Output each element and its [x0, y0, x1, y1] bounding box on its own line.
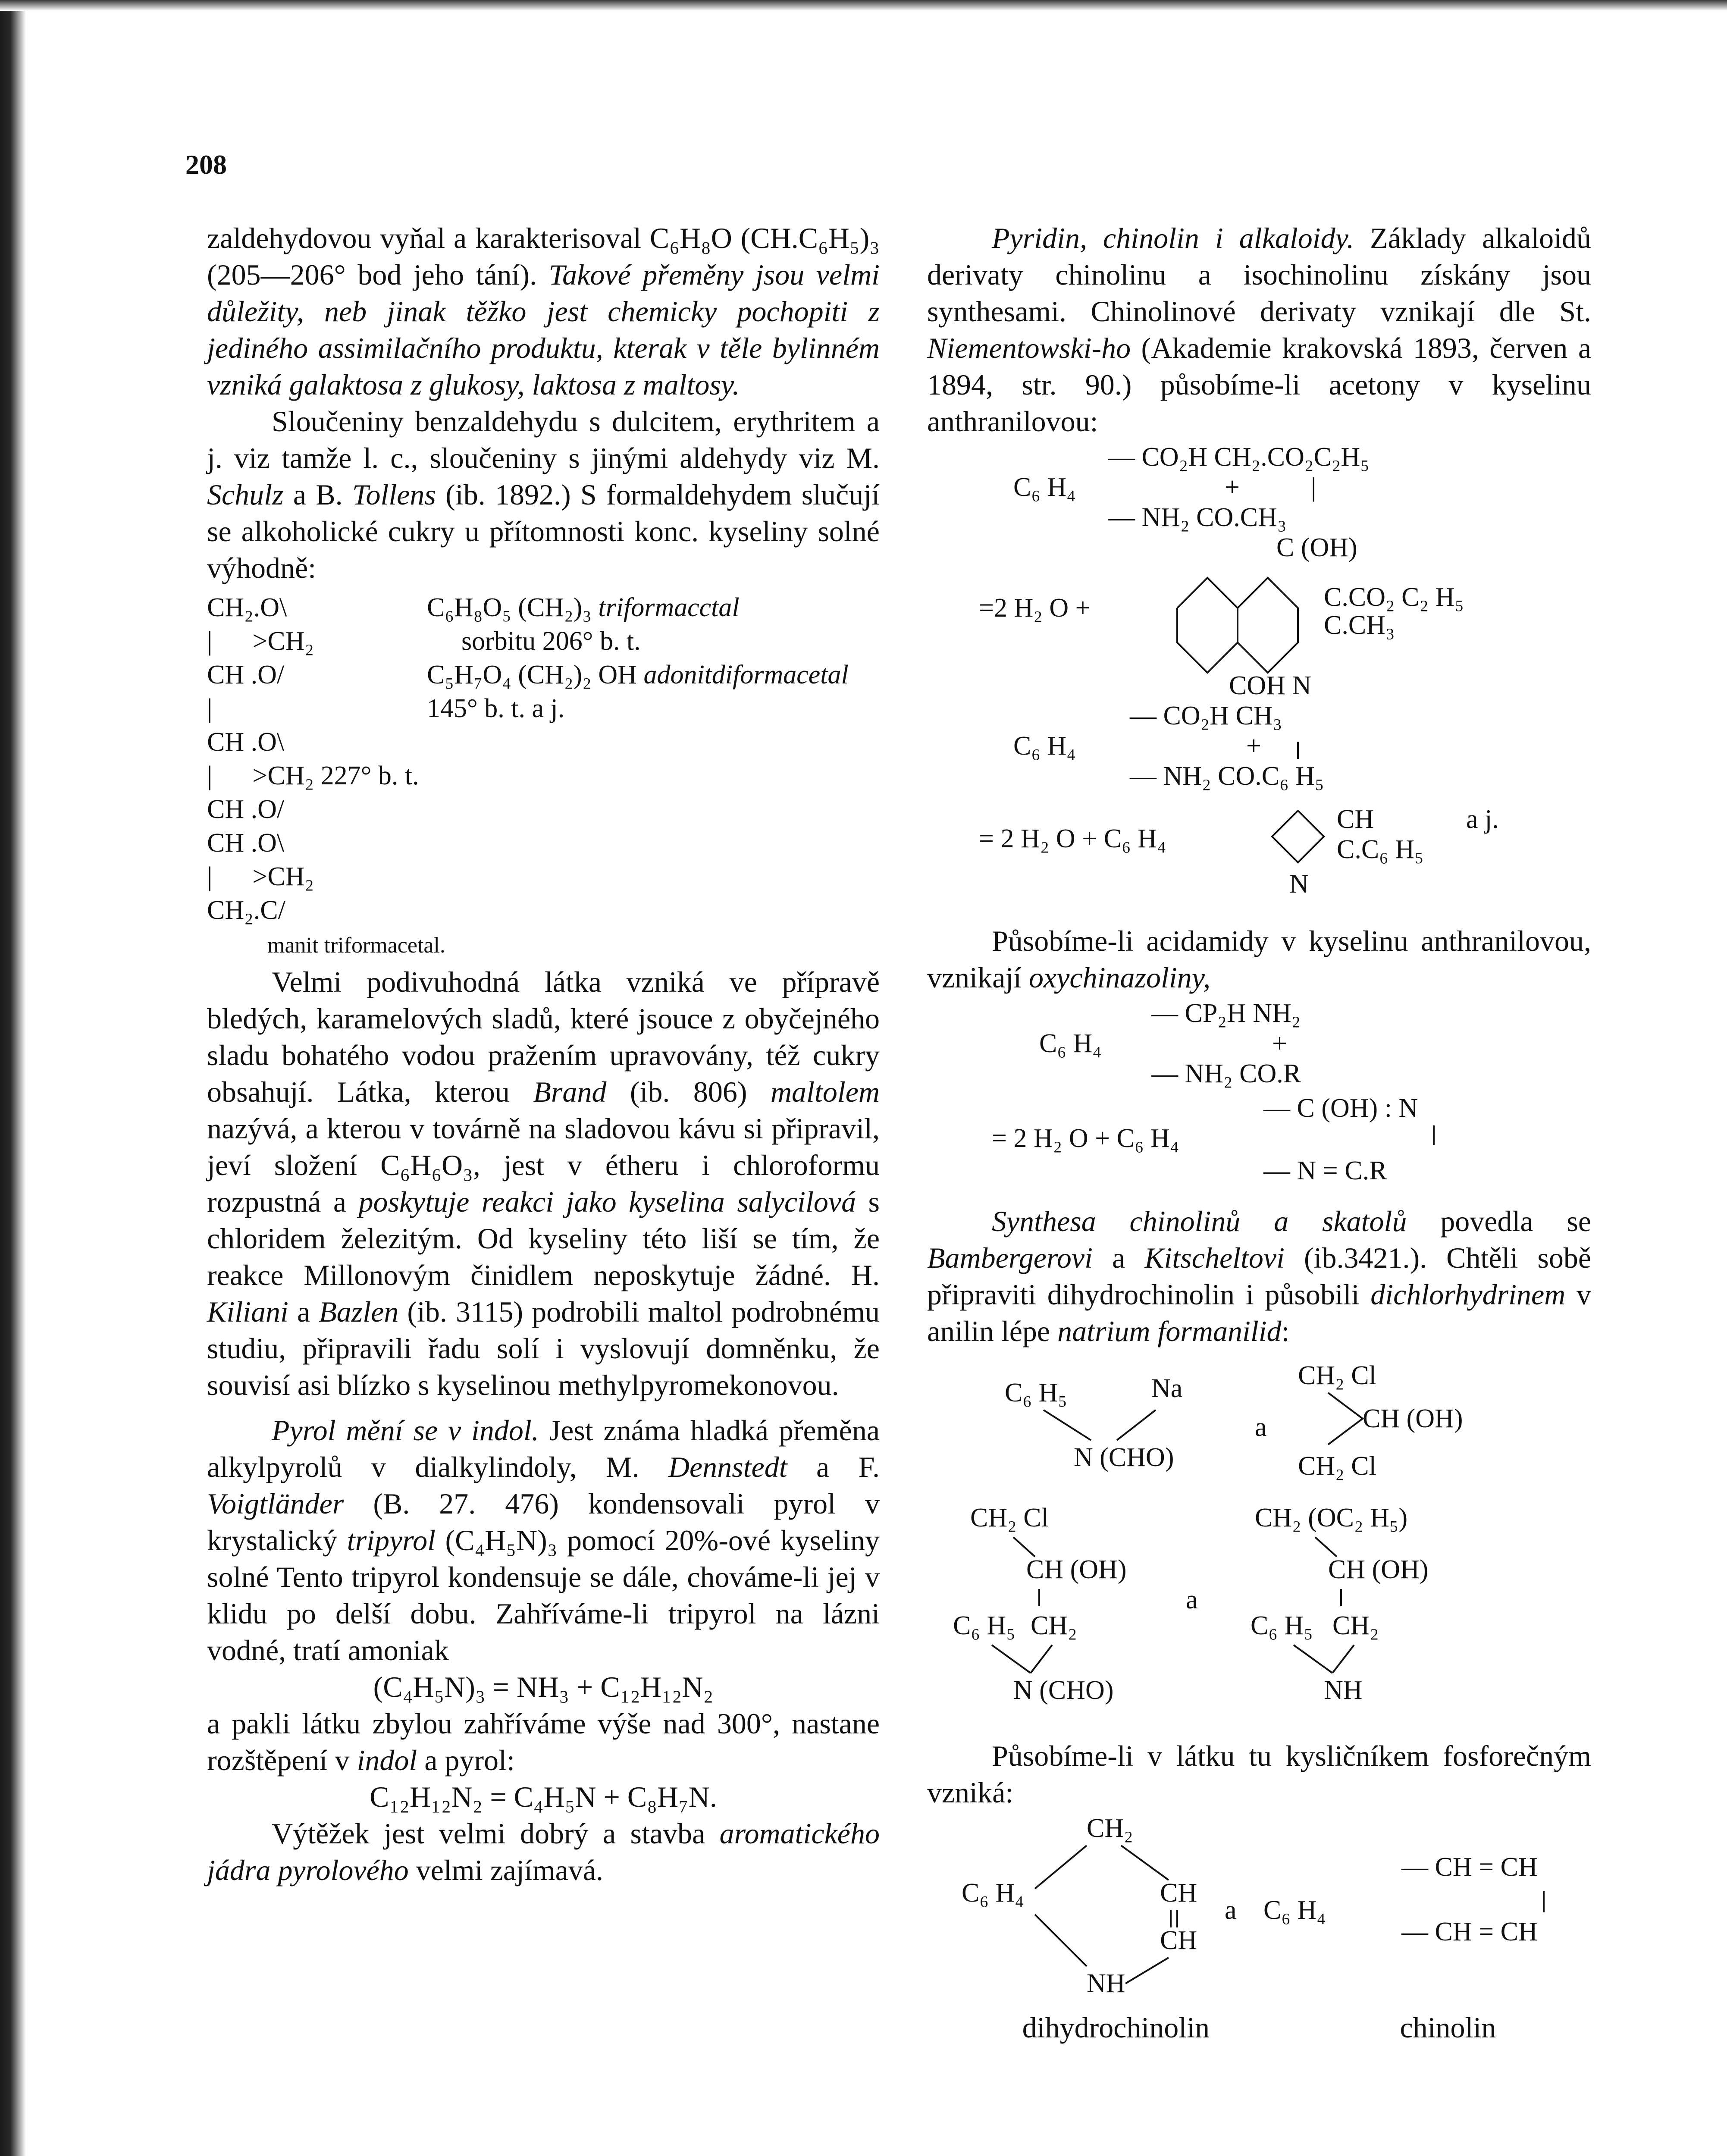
svg-text:— CP₂H NH₂: — CP₂H NH₂ — [1151, 999, 1301, 1028]
paragraph-left-4: Pyrol mění se v indol. Jest známa hladká přeměna alkylpyrolů v dialkylindoly, M. Dennstedt a F. Voigtländer (B. 27. 476) kondensovali pyrol v krystalický tripyrol (C₄H₅N)₃ pomocí 20%-ové kyseliny solné Tento tripyrol kondensuje se dále, chováme-li jej v klidu po delší dobu. Zahříváme-li tripyrol na lázni vodné, tratí amoniak — [207, 1414, 880, 1667]
svg-text:N: N — [1289, 869, 1309, 899]
svg-text:COH N: COH N — [1229, 671, 1312, 699]
svg-text:C₆ H₄: C₆ H₄ — [1263, 1896, 1326, 1925]
svg-text:N (CHO): N (CHO) — [1013, 1676, 1114, 1705]
svg-text:a: a — [1186, 1585, 1198, 1614]
svg-text:— NH₂ CO.R: — NH₂ CO.R — [1151, 1059, 1301, 1088]
acetal-list: C₆H₈O₅ (CH₂)₃ triformacctal sorbitu 206° b. t. C₅H₇O₄ (CH₂)₂ OH adonitdiformacetal 145° b. t. a j. — [427, 593, 849, 723]
page-number: 208 — [185, 149, 227, 180]
paragraph-left-2: Sloučeniny benzaldehydu s dulcitem, erythritem a j. viz tamže l. c., sloučeniny s jinými aldehydy viz M. Schulz a B. Tollens (ib. 1892.) S formaldehydem slučují se alkoholické cukry u přítomnosti konc. kyseliny solné výhodně: — [207, 405, 880, 584]
svg-text:— NH₂ CO.CH₃: — NH₂ CO.CH₃ — [1108, 503, 1287, 532]
svg-text:CH (OH): CH (OH) — [1328, 1555, 1429, 1584]
svg-text:CH₂: CH₂ — [1087, 1814, 1133, 1843]
svg-text:|: | — [1311, 473, 1316, 502]
structure-captions — [927, 2009, 1591, 2046]
formula-caption: manit triformacetal. — [267, 933, 445, 958]
paragraph-right-2: Působíme-li acidamidy v kyselinu anthranilovou, vznikají oxychinazoliny, — [927, 924, 1591, 994]
left-column — [207, 220, 880, 1889]
svg-text:C₆ H₄: C₆ H₄ — [1013, 731, 1076, 761]
svg-text:C.C₆ H₅: C.C₆ H₅ — [1337, 835, 1424, 864]
svg-text:N (CHO): N (CHO) — [1074, 1443, 1174, 1472]
svg-text:+: + — [1246, 731, 1261, 761]
svg-text:CH₂ Cl: CH₂ Cl — [1298, 1451, 1376, 1481]
scheme-oxychinazolin — [927, 996, 1591, 1203]
svg-text:— CH = CH: — CH = CH — [1401, 1917, 1538, 1946]
paragraph-right-1: Pyridin, chinolin i alkaloidy. Základy alkaloidů derivaty chinolinu a isochinolinu získány jsou synthesami. Chinolinové derivaty vznikají dle St. Niementowski-ho (Akademie krakovská 1893, červen a 1894, str. 90.) působíme-li acetony v kyselinu anthranilovou: — [927, 222, 1591, 438]
scheme-dichlorhydrin-products — [927, 1496, 1591, 1738]
svg-text:CH (OH): CH (OH) — [1026, 1555, 1127, 1584]
svg-text:C₆ H₄: C₆ H₄ — [1039, 1029, 1102, 1058]
manit-triformacetal-structure: CH₂.O\ | >CH₂ CH .O/ | CH .O\ | >CH₂ 227° b. t. CH .O/ CH .O\ | >CH₂ CH₂.C/ — [207, 593, 419, 925]
svg-text:C₆ H₅: C₆ H₅ — [953, 1611, 1016, 1640]
svg-text:C.CO₂ C₂ H₅: C.CO₂ C₂ H₅ — [1324, 583, 1464, 612]
svg-text:NH: NH — [1087, 1969, 1125, 1998]
acetal-formulas — [207, 591, 880, 936]
paragraph-left-6: Výtěžek jest velmi dobrý a stavba aromatického jádra pyrolového velmi zajímavá. — [207, 1817, 880, 1887]
paragraph-left-1: zaldehydovou vyňal a karakterisoval C₆H₈O (CH.C₆H₅)₃ (205—206° bod jeho tání). Takové přeměny jsou velmi důležity, neb jinak těžko jest chemicky pochopiti z jediného assimilačního produktu, kterak v těle bylinném vzniká galaktosa z glukosy, laktosa z maltosy. — [207, 222, 880, 401]
scheme-natrium-formanilid — [927, 1350, 1591, 1496]
svg-text:C.CH₃: C.CH₃ — [1324, 611, 1395, 640]
svg-text:CH₂ (OC₂ H₅): CH₂ (OC₂ H₅) — [1255, 1503, 1408, 1532]
svg-text:+: + — [1272, 1029, 1287, 1058]
scan-edge-left — [0, 0, 26, 2156]
svg-text:CH₂ Cl: CH₂ Cl — [1298, 1361, 1376, 1390]
equation-1: (C₄H₅N)₃ = NH₃ + C₁₂H₁₂N₂ — [373, 1670, 714, 1703]
right-column — [927, 220, 1591, 2046]
caption-dihydrochinolin: dihydrochinolin — [1022, 2011, 1210, 2044]
svg-text:— NH₂ CO.C₆ H₅: — NH₂ CO.C₆ H₅ — [1130, 761, 1324, 791]
paragraph-right-4: Působíme-li v látku tu kysličníkem fosforečným vzniká: — [927, 1739, 1591, 1809]
svg-text:C₆ H₄: C₆ H₄ — [1013, 473, 1076, 502]
svg-text:NH: NH — [1324, 1676, 1363, 1705]
svg-text:CH: CH — [1337, 805, 1374, 834]
svg-text:CH₂ Cl: CH₂ Cl — [970, 1503, 1049, 1532]
svg-text:Na: Na — [1151, 1374, 1183, 1403]
svg-text:CH (OH): CH (OH) — [1363, 1404, 1463, 1433]
scheme-niementowski-1 — [927, 440, 1591, 699]
paragraph-right-3: Synthesa chinolinů a skatolů povedla se Bambergerovi a Kitscheltovi (ib.3421.). Chtěli sobě připraviti dihydrochinolin i působili dichlorhydrinem v anilin lépe natrium formanilid: — [927, 1205, 1592, 1348]
svg-text:— CO₂H CH₃: — CO₂H CH₃ — [1130, 701, 1282, 730]
svg-text:+: + — [1225, 473, 1240, 502]
paragraph-left-5: a pakli látku zbylou zahříváme výše nad 300°, nastane rozštěpení v indol a pyrol: — [207, 1707, 880, 1777]
svg-text:= 2 H₂ O + C₆ H₄: = 2 H₂ O + C₆ H₄ — [992, 1124, 1179, 1153]
svg-text:C₆ H₅: C₆ H₅ — [1251, 1611, 1313, 1640]
svg-text:C₆ H₅: C₆ H₅ — [1005, 1378, 1067, 1407]
paragraph-left-3: Velmi podivuhodná látka vzniká ve přípravě bledých, karamelových sladů, které jsouce z obyčejného sladu bohatého vodou pražením upravovány, též cukry obsahují. Látka, kterou Brand (ib. 806) maltolem nazývá, a kterou v továrně na sladovou kávu si připravil, jeví složení C₆H₆O₃, jest v étheru i chloroformu rozpustná a poskytuje reakci jako kyselina salycilová s chloridem železitým. Od kyseliny této liší se tím, že reakce Millonovým činidlem neposkytuje žádné. H. Kiliani a Bazlen (ib. 3115) podrobili maltol podrobnému studiu, připravili řadu solí i vyslovují domněnku, že souvisí asi blízko s kyselinou methylpyromekonovou. — [207, 965, 880, 1401]
svg-text:CH: CH — [1160, 1926, 1197, 1955]
svg-text:C (OH): C (OH) — [1276, 533, 1357, 562]
svg-text:— N = C.R: — N = C.R — [1263, 1156, 1387, 1185]
svg-text:— CH = CH: — CH = CH — [1401, 1852, 1538, 1882]
scheme-chinolin — [927, 1811, 1591, 2027]
svg-text:— CO₂H CH₂.CO₂C₂H₅: — CO₂H CH₂.CO₂C₂H₅ — [1108, 442, 1370, 472]
svg-text:— C (OH) : N: — C (OH) : N — [1263, 1094, 1418, 1123]
svg-text:C₆ H₄: C₆ H₄ — [962, 1878, 1024, 1908]
svg-text:CH: CH — [1160, 1878, 1197, 1908]
scan-edge-top — [0, 0, 1727, 11]
svg-text:CH₂: CH₂ — [1031, 1611, 1077, 1640]
svg-text:a: a — [1225, 1896, 1237, 1925]
svg-text:a: a — [1255, 1413, 1267, 1442]
svg-text:=2 H₂ O +: =2 H₂ O + — [979, 593, 1091, 623]
caption-chinolin: chinolin — [1400, 2011, 1496, 2044]
scheme-niementowski-2 — [927, 699, 1591, 923]
svg-text:CH₂: CH₂ — [1332, 1611, 1379, 1640]
svg-text:= 2 H₂ O + C₆ H₄: = 2 H₂ O + C₆ H₄ — [979, 824, 1166, 853]
equation-2: C₁₂H₁₂N₂ = C₄H₅N + C₈H₇N. — [370, 1780, 717, 1813]
svg-text:a j.: a j. — [1466, 805, 1499, 834]
